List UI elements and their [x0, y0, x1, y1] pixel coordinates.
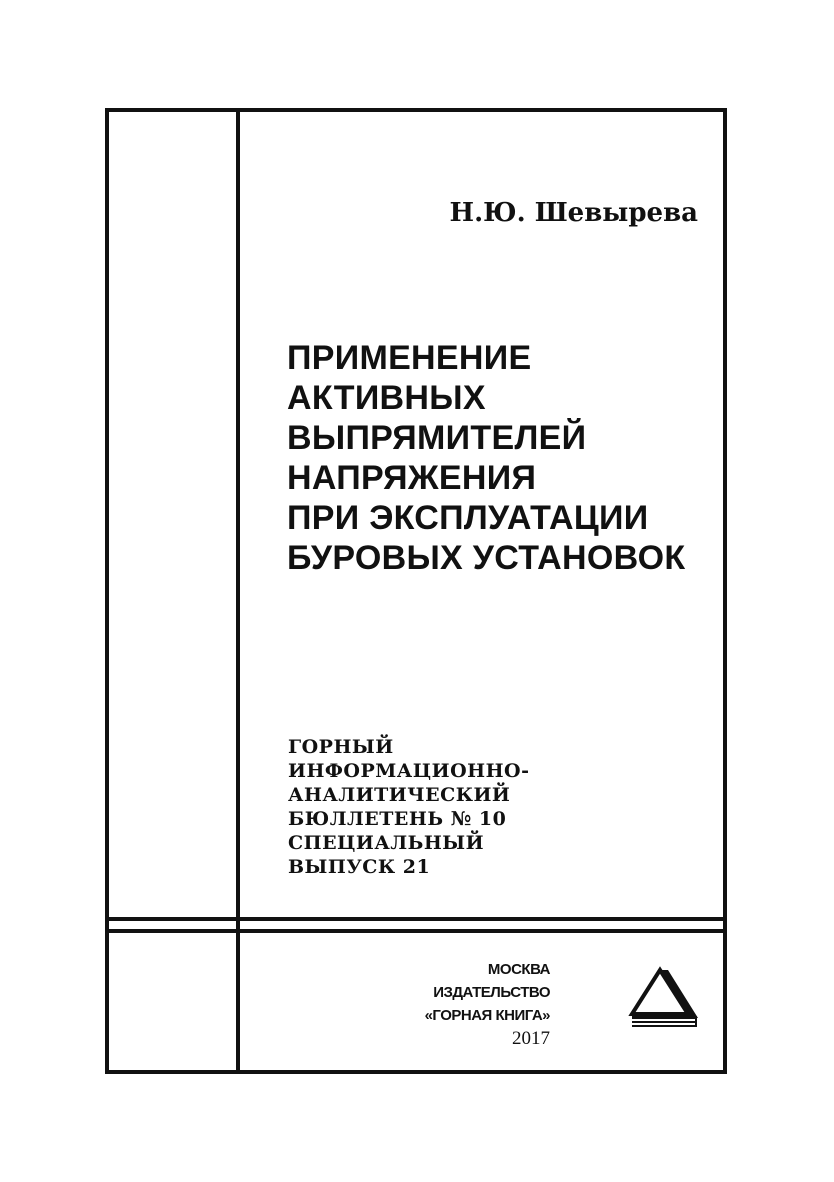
title-line: ПРИ ЭКСПЛУАТАЦИИ [287, 499, 649, 537]
title-line: БУРОВЫХ УСТАНОВОК [287, 539, 686, 577]
series-line: АНАЛИТИЧЕСКИЙ [288, 784, 511, 806]
publisher-triangle-book-logo-icon [628, 966, 702, 1030]
author-name: Н.Ю. Шевырева [449, 198, 698, 228]
series-line: ИНФОРМАЦИОННО- [288, 760, 530, 782]
series-line: ГОРНЫЙ [288, 736, 394, 758]
series-line: СПЕЦИАЛЬНЫЙ [288, 832, 485, 854]
horizontal-rule-bottom [105, 929, 727, 933]
series-line: БЮЛЛЕТЕНЬ № 10 [288, 808, 507, 830]
series-line: ВЫПУСК 21 [288, 856, 431, 878]
publisher-city: МОСКВА [487, 961, 550, 978]
publisher-imprint [425, 958, 550, 1027]
publisher-label: ИЗДАТЕЛЬСТВО [433, 984, 550, 1001]
title-line: ВЫПРЯМИТЕЛЕЙ [287, 419, 587, 457]
horizontal-rule-top [105, 917, 727, 921]
title-line: НАПРЯЖЕНИЯ [287, 459, 537, 497]
publisher-name: «ГОРНАЯ КНИГА» [424, 1007, 550, 1024]
title-line: АКТИВНЫХ [287, 379, 486, 417]
series-name [288, 735, 708, 879]
book-title [287, 338, 717, 578]
title-line: ПРИМЕНЕНИЕ [287, 339, 532, 377]
publication-year: 2017 [512, 1028, 550, 1049]
